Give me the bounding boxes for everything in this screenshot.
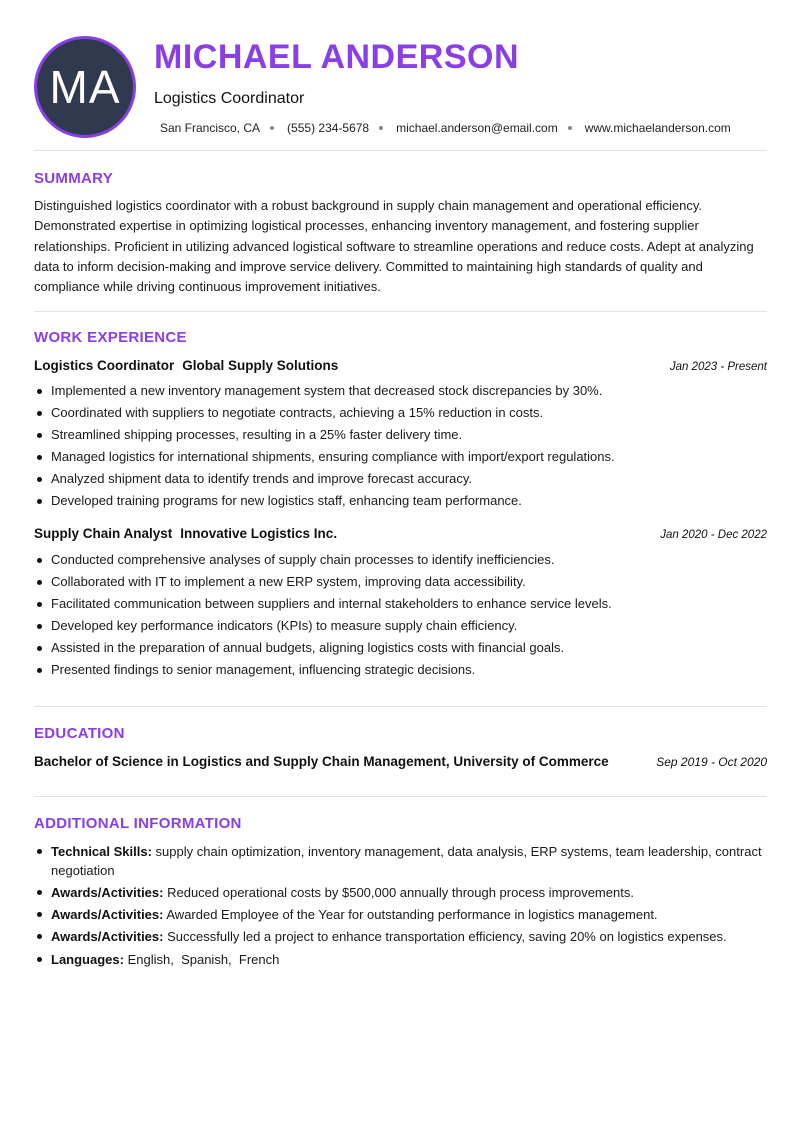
summary-heading: SUMMARY [34,170,114,187]
avatar [34,36,136,138]
additional-info-list [34,842,767,972]
info-item [34,883,767,902]
job-company: Innovative Logistics Inc. [180,526,338,541]
candidate-title: Logistics Coordinator [154,90,305,107]
experience-heading: WORK EXPERIENCE [34,329,187,346]
info-label: Awards/Activities: [51,885,164,900]
job-header [34,358,767,373]
divider [34,150,767,151]
job-role: Logistics Coordinator [34,358,175,373]
info-label: Technical Skills: [51,844,152,859]
job-bullet: Implemented a new inventory management system that decreased stock discrepancies by 30%. [34,380,767,402]
job-role: Supply Chain Analyst [34,526,173,541]
job-company: Global Supply Solutions [182,358,339,373]
separator-dot [568,126,572,130]
info-text: English, Spanish, French [127,952,280,967]
info-item [34,905,767,924]
separator-dot [379,126,383,130]
education-heading: EDUCATION [34,725,125,742]
info-text: supply chain optimization, inventory management, data analysis, ERP systems, team leadership, contract negotiation [51,844,762,878]
job-dates: Jan 2023 - Present [669,361,767,373]
education-degree: Bachelor of Science in Logistics and Supply Chain Management, University of Commerce [34,754,609,769]
divider [34,706,767,707]
job-bullet: Conducted comprehensive analyses of supply chain processes to identify inefficiencies. [34,549,767,571]
job-dates: Jan 2020 - Dec 2022 [660,529,767,541]
additional-heading: ADDITIONAL INFORMATION [34,815,242,832]
info-item [34,927,767,946]
education-entry [34,754,767,769]
info-item [34,950,767,969]
job-bullet: Coordinated with suppliers to negotiate contracts, achieving a 15% reduction in costs. [34,402,767,424]
job-bullet: Facilitated communication between suppliers and internal stakeholders to enhance service levels. [34,593,767,615]
job-bullet: Collaborated with IT to implement a new ERP system, improving data accessibility. [34,571,767,593]
info-text: Awarded Employee of the Year for outstanding performance in logistics management. [166,907,658,922]
info-item [34,842,767,880]
separator-dot [270,126,274,130]
job-bullet: Analyzed shipment data to identify trends and improve forecast accuracy. [34,468,767,490]
job-bullet: Presented findings to senior management, influencing strategic decisions. [34,659,767,681]
job-bullet: Managed logistics for international shipments, ensuring compliance with import/export regulations. [34,446,767,468]
job-bullet-list [34,380,767,513]
job-bullet: Assisted in the preparation of annual budgets, aligning logistics costs with financial goals. [34,637,767,659]
info-label: Languages: [51,952,124,967]
job-bullet: Developed training programs for new logistics staff, enhancing team performance. [34,490,767,512]
job-header [34,526,767,541]
info-label: Awards/Activities: [51,907,164,922]
contact-phone: (555) 234-5678 [287,121,370,135]
job-bullet-list [34,549,767,682]
divider [34,796,767,797]
job-bullet: Streamlined shipping processes, resulting in a 25% faster delivery time. [34,424,767,446]
summary-text: Distinguished logistics coordinator with a robust background in supply chain management and operational efficiency. Demonstrated expertise in optimizing logistical processes, enhancing inventory management, and fostering supplier relationships. Proficient in utilizing advanced logistical software to streamline operations and reduce costs. Adept at analyzing data to inform decision-making and improve service delivery. Committed to maintaining high standards of quality and compliance while driving continuous improvement initiatives. [34,198,754,295]
divider [34,311,767,312]
contact-location: San Francisco, CA [160,121,261,135]
contact-email: michael.anderson@email.com [396,121,558,135]
education-dates: Sep 2019 - Oct 2020 [656,755,767,769]
avatar-initials: MA [49,61,121,113]
job-bullet: Developed key performance indicators (KPIs) to measure supply chain efficiency. [34,615,767,637]
contact-website: www.michaelanderson.com [584,121,731,135]
contact-bar [160,121,731,135]
info-text: Reduced operational costs by $500,000 annually through process improvements. [167,885,634,900]
info-label: Awards/Activities: [51,929,164,944]
info-text: Successfully led a project to enhance transportation efficiency, saving 20% on logistics expenses. [167,929,727,944]
candidate-name: MICHAEL ANDERSON [154,38,520,76]
